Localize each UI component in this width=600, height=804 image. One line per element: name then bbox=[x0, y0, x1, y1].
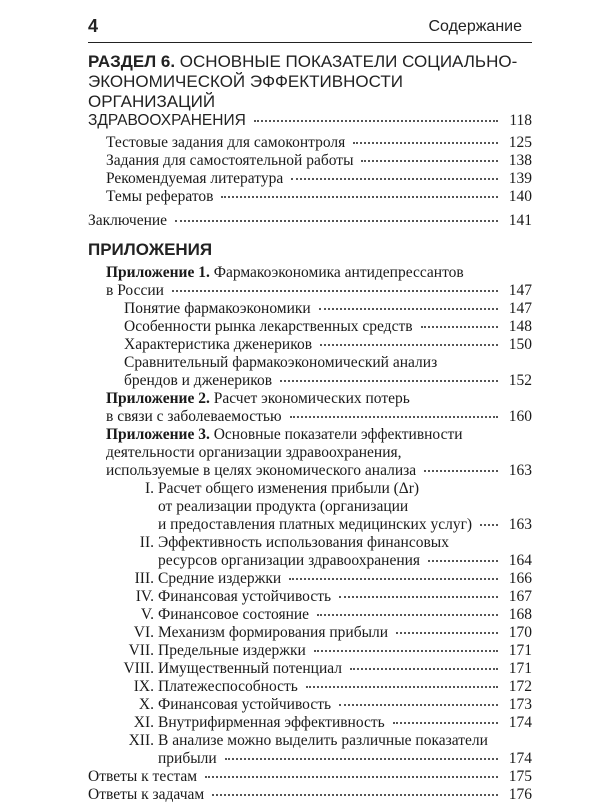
entry-page: 171 bbox=[508, 642, 532, 659]
toc-content bbox=[88, 52, 532, 804]
toc-entry-comparative-line1: Сравнительный фармакоэкономический анализ bbox=[124, 354, 438, 371]
leader-dots bbox=[339, 596, 498, 598]
roman-entry-i-line1 bbox=[88, 480, 532, 498]
entry-text: Внутрифирменная эффективность bbox=[158, 714, 385, 731]
leader-dots bbox=[428, 560, 498, 562]
roman-entry-viii bbox=[88, 660, 532, 678]
section6-title bbox=[88, 52, 532, 112]
appendix2-entry bbox=[88, 408, 532, 426]
entry-page: 172 bbox=[508, 678, 532, 695]
entry-text: Ответы к тестам bbox=[88, 768, 198, 785]
entry-text: Финансовое состояние bbox=[158, 606, 310, 623]
entry-text: Эффективность использования финансовых bbox=[158, 534, 449, 551]
appendices-heading: ПРИЛОЖЕНИЯ bbox=[88, 240, 213, 259]
appendix3-title-c: используемые в целях экономического анализа bbox=[106, 462, 417, 479]
entry-text: Финансовая устойчивость bbox=[158, 696, 332, 713]
entry-page: 163 bbox=[508, 516, 532, 533]
toc-entry-market bbox=[88, 318, 532, 336]
appendix3-label: Приложение 3. bbox=[106, 426, 210, 443]
entry-page: 148 bbox=[508, 318, 532, 335]
roman-numeral: III. bbox=[134, 570, 154, 587]
appendix2-title-b: в связи с заболеваемостью bbox=[106, 408, 282, 425]
leader-dots bbox=[317, 614, 498, 616]
entry-text: Понятие фармакоэкономики bbox=[124, 300, 311, 317]
entry-text: ресурсов организации здравоохранения bbox=[158, 552, 421, 569]
entry-text: Рекомендуемая литература bbox=[106, 170, 284, 187]
page-header bbox=[0, 0, 600, 44]
roman-numeral: IV. bbox=[135, 588, 154, 605]
leader-dots bbox=[353, 142, 498, 144]
entry-text: Финансовая устойчивость bbox=[158, 588, 332, 605]
leader-dots bbox=[350, 668, 498, 670]
leader-dots bbox=[480, 524, 498, 526]
entry-page: 164 bbox=[508, 552, 532, 569]
roman-entry-xii bbox=[88, 750, 532, 768]
leader-dots bbox=[291, 178, 498, 180]
leader-dots bbox=[254, 120, 498, 122]
roman-entry-i-line2: от реализации продукта (организации bbox=[158, 498, 409, 515]
roman-entry-iii bbox=[88, 570, 532, 588]
leader-dots bbox=[314, 650, 498, 652]
leader-dots bbox=[319, 308, 498, 310]
roman-numeral: IX. bbox=[133, 678, 154, 695]
leader-dots bbox=[175, 220, 498, 222]
roman-entry-xii-line1 bbox=[88, 732, 532, 750]
appendix2-title-a: Расчет экономических потерь bbox=[213, 390, 410, 407]
appendix1-title-a: Фармакоэкономика антидепрессантов bbox=[213, 264, 464, 281]
roman-numeral: I. bbox=[144, 480, 154, 497]
entry-page: 141 bbox=[508, 212, 532, 229]
roman-entry-x bbox=[88, 696, 532, 714]
section6-label: РАЗДЕЛ 6. bbox=[88, 52, 176, 71]
roman-entry-ii-line1 bbox=[88, 534, 532, 552]
leader-dots bbox=[320, 344, 498, 346]
entry-text: Механизм формирования прибыли bbox=[158, 624, 389, 641]
toc-entry-reports bbox=[88, 188, 532, 206]
entry-text: В анализе можно выделить различные показатели bbox=[158, 732, 488, 749]
entry-page: 176 bbox=[508, 786, 532, 803]
section6-title-line2: ЭКОНОМИЧЕСКОЙ ЭФФЕКТИВНОСТИ ОРГАНИЗАЦИЙ bbox=[88, 72, 403, 111]
entry-text: Характеристика дженериков bbox=[124, 336, 313, 353]
roman-numeral: XI. bbox=[133, 714, 154, 731]
entry-text: Средние издержки bbox=[158, 570, 282, 587]
roman-entry-v bbox=[88, 606, 532, 624]
appendix1-title bbox=[88, 264, 532, 282]
roman-entry-i bbox=[88, 516, 532, 534]
leader-dots bbox=[212, 794, 498, 796]
toc-entry-conclusion bbox=[88, 212, 532, 230]
toc-entry-answers-tasks bbox=[88, 786, 532, 804]
entry-page: 174 bbox=[508, 750, 532, 767]
appendix2-title bbox=[88, 390, 532, 408]
leader-dots bbox=[421, 326, 498, 328]
entry-text: Темы рефератов bbox=[106, 188, 214, 205]
leader-dots bbox=[424, 470, 498, 472]
toc-entry-generics bbox=[88, 336, 532, 354]
roman-entry-ii bbox=[88, 552, 532, 570]
entry-page: 125 bbox=[508, 134, 532, 151]
leader-dots bbox=[306, 686, 498, 688]
entry-text: и предоставления платных медицинских услуг) bbox=[158, 516, 473, 533]
appendix1-label: Приложение 1. bbox=[106, 264, 210, 281]
roman-numeral: X. bbox=[138, 696, 154, 713]
leader-dots bbox=[339, 704, 498, 706]
entry-text: Предельные издержки bbox=[158, 642, 306, 659]
appendix3-title-b: деятельности организации здравоохранения, bbox=[106, 444, 402, 461]
leader-dots bbox=[172, 290, 498, 292]
entry-page: 152 bbox=[508, 372, 532, 389]
leader-dots bbox=[205, 776, 498, 778]
running-title: Содержание bbox=[428, 18, 522, 35]
entry-text: Расчет общего изменения прибыли (Δr) bbox=[158, 480, 420, 497]
roman-numeral: II. bbox=[139, 534, 154, 551]
leader-dots bbox=[290, 416, 498, 418]
roman-entry-vi bbox=[88, 624, 532, 642]
entry-page: 140 bbox=[508, 188, 532, 205]
entry-page: 147 bbox=[508, 282, 532, 299]
leader-dots bbox=[361, 160, 498, 162]
entry-page: 171 bbox=[508, 660, 532, 677]
toc-entry-answers-tests bbox=[88, 768, 532, 786]
appendix2-label: Приложение 2. bbox=[106, 390, 210, 407]
appendix3-entry bbox=[88, 462, 532, 480]
entry-page: 163 bbox=[508, 462, 532, 479]
entry-text: Ответы к задачам bbox=[88, 786, 205, 803]
leader-dots bbox=[221, 196, 498, 198]
section6-title-line1: ОСНОВНЫЕ ПОКАЗАТЕЛИ СОЦИАЛЬНО- bbox=[179, 52, 518, 71]
toc-entry-literature bbox=[88, 170, 532, 188]
roman-entry-ix bbox=[88, 678, 532, 696]
page-number: 4 bbox=[88, 16, 99, 36]
section6-page: 118 bbox=[509, 112, 532, 129]
appendix1-title-b: в России bbox=[106, 282, 164, 299]
entry-text: Имущественный потенциал bbox=[158, 660, 343, 677]
roman-entry-iv bbox=[88, 588, 532, 606]
entry-page: 170 bbox=[508, 624, 532, 641]
entry-page: 150 bbox=[508, 336, 532, 353]
entry-page: 173 bbox=[508, 696, 532, 713]
roman-numeral: VI. bbox=[133, 624, 154, 641]
roman-numeral: VIII. bbox=[123, 660, 154, 677]
entry-page: 167 bbox=[508, 588, 532, 605]
roman-numeral: V. bbox=[140, 606, 154, 623]
entry-page: 168 bbox=[508, 606, 532, 623]
appendix1-entry bbox=[88, 282, 532, 300]
entry-page: 166 bbox=[508, 570, 532, 587]
entry-page: 160 bbox=[508, 408, 532, 425]
section6-entry bbox=[88, 112, 532, 130]
entry-page: 147 bbox=[508, 300, 532, 317]
roman-numeral: VII. bbox=[128, 642, 154, 659]
entry-page: 175 bbox=[508, 768, 532, 785]
leader-dots bbox=[280, 380, 498, 382]
entry-text: брендов и дженериков bbox=[124, 372, 273, 389]
leader-dots bbox=[396, 632, 498, 634]
header-rule bbox=[88, 42, 532, 43]
roman-entry-vii bbox=[88, 642, 532, 660]
entry-text: Задания для самостоятельной работы bbox=[106, 152, 354, 169]
appendix3-title-a: Основные показатели эффективности bbox=[213, 426, 463, 443]
roman-entry-xi bbox=[88, 714, 532, 732]
entry-page: 138 bbox=[508, 152, 532, 169]
toc-entry-comparative bbox=[88, 372, 532, 390]
leader-dots bbox=[225, 758, 498, 760]
entry-page: 174 bbox=[508, 714, 532, 731]
entry-text: прибыли bbox=[158, 750, 217, 767]
toc-entry-tests bbox=[88, 134, 532, 152]
entry-page: 139 bbox=[508, 170, 532, 187]
toc-entry-pharmacoeconomics bbox=[88, 300, 532, 318]
entry-text: Тестовые задания для самоконтроля bbox=[106, 134, 346, 151]
section6-title-line3: ЗДРАВООХРАНЕНИЯ bbox=[88, 112, 246, 129]
entry-text: Платежеспособность bbox=[158, 678, 298, 695]
entry-text: Особенности рынка лекарственных средств bbox=[124, 318, 413, 335]
roman-numeral: XII. bbox=[128, 732, 154, 749]
leader-dots bbox=[289, 578, 498, 580]
toc-entry-tasks bbox=[88, 152, 532, 170]
leader-dots bbox=[393, 722, 498, 724]
appendix3-title bbox=[88, 426, 532, 444]
entry-text: Заключение bbox=[88, 212, 168, 229]
